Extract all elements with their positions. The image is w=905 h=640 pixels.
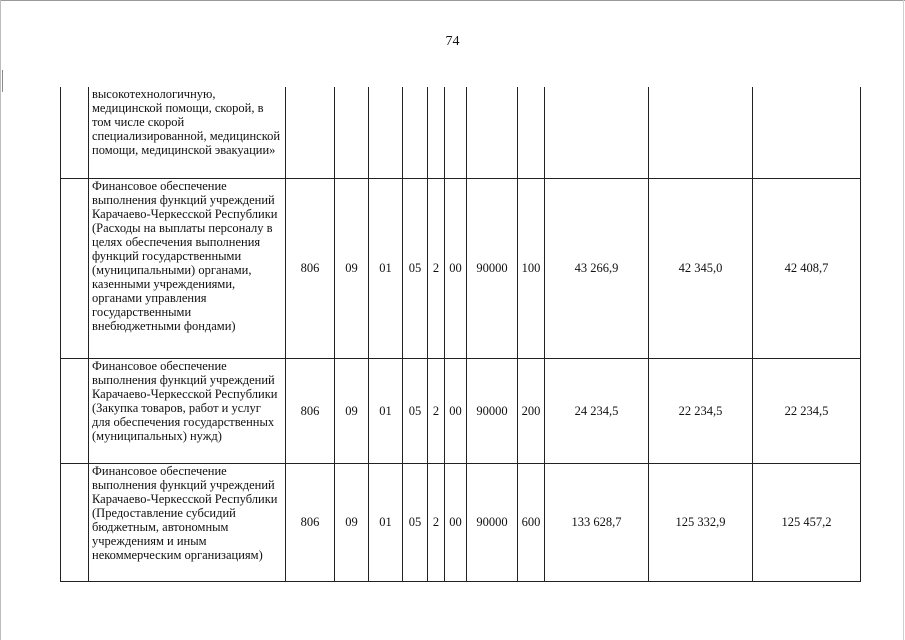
cell-amount-2: 42 345,0 [649,178,753,358]
cell-program: 05 [403,463,428,581]
cell-amount-3: 22 234,5 [753,358,861,463]
table-row [61,358,861,463]
scan-edge-right [903,0,904,640]
cell-amount-2: 22 234,5 [649,358,753,463]
cell-program: 05 [403,178,428,358]
row-description: Финансовое обеспечение выполнения функций учреждений Карачаево-Черкесской Республики (Закупка товаров, работ и услуг для обеспечения государственных (муниципальных) нужд) [89,358,286,463]
table-row [61,178,861,358]
row-description: Финансовое обеспечение выполнения функций учреждений Карачаево-Черкесской Республики (Предоставление субсидий бюджетным, автономным учреждениям и иным некоммерческим организациям) [89,463,286,581]
cell-amount-1: 24 234,5 [545,358,649,463]
table-row [61,463,861,581]
scan-mark-left [2,70,3,92]
cell-amount-1 [545,87,649,178]
cell-subprogram [428,87,445,178]
cell-direction [467,87,518,178]
cell-direction: 90000 [467,358,518,463]
cell-subsection: 01 [369,358,403,463]
cell-expense-type: 100 [518,178,545,358]
cell-section: 09 [335,463,369,581]
table-row [61,87,861,178]
cell-subprogram: 2 [428,463,445,581]
budget-table [60,87,861,582]
row-gap-cell [61,87,89,178]
cell-ministry [286,87,335,178]
cell-amount-3 [753,87,861,178]
cell-subsection [369,87,403,178]
cell-amount-2 [649,87,753,178]
cell-subprogram: 2 [428,358,445,463]
cell-expense-type: 200 [518,358,545,463]
cell-subprogram: 2 [428,178,445,358]
cell-ministry: 806 [286,358,335,463]
cell-expense-type: 600 [518,463,545,581]
cell-event: 00 [445,463,467,581]
scan-edge-top [0,0,905,1]
scan-edge-left [0,0,1,640]
cell-section: 09 [335,178,369,358]
cell-subsection: 01 [369,463,403,581]
cell-program [403,87,428,178]
cell-amount-1: 43 266,9 [545,178,649,358]
row-description: высокотехнологичную, медицинской помощи, скорой, в том числе скорой специализированной, медицинской помощи, медицинской эвакуации» [89,87,286,178]
cell-amount-2: 125 332,9 [649,463,753,581]
row-gap-cell [61,463,89,581]
cell-ministry: 806 [286,463,335,581]
cell-direction: 90000 [467,178,518,358]
cell-event: 00 [445,178,467,358]
cell-event [445,87,467,178]
cell-section: 09 [335,358,369,463]
cell-event: 00 [445,358,467,463]
row-gap-cell [61,178,89,358]
cell-section [335,87,369,178]
page-number: 74 [445,34,460,49]
cell-ministry: 806 [286,178,335,358]
cell-amount-3: 42 408,7 [753,178,861,358]
row-gap-cell [61,358,89,463]
cell-amount-3: 125 457,2 [753,463,861,581]
cell-subsection: 01 [369,178,403,358]
cell-amount-1: 133 628,7 [545,463,649,581]
row-description: Финансовое обеспечение выполнения функций учреждений Карачаево-Черкесской Республики (Расходы на выплаты персоналу в целях обеспечения выполнения функций государственными (муниципальными) органами, казенными учреждениями, органами управления государственными внебюджетными фондами) [89,178,286,358]
cell-direction: 90000 [467,463,518,581]
cell-program: 05 [403,358,428,463]
cell-expense-type [518,87,545,178]
